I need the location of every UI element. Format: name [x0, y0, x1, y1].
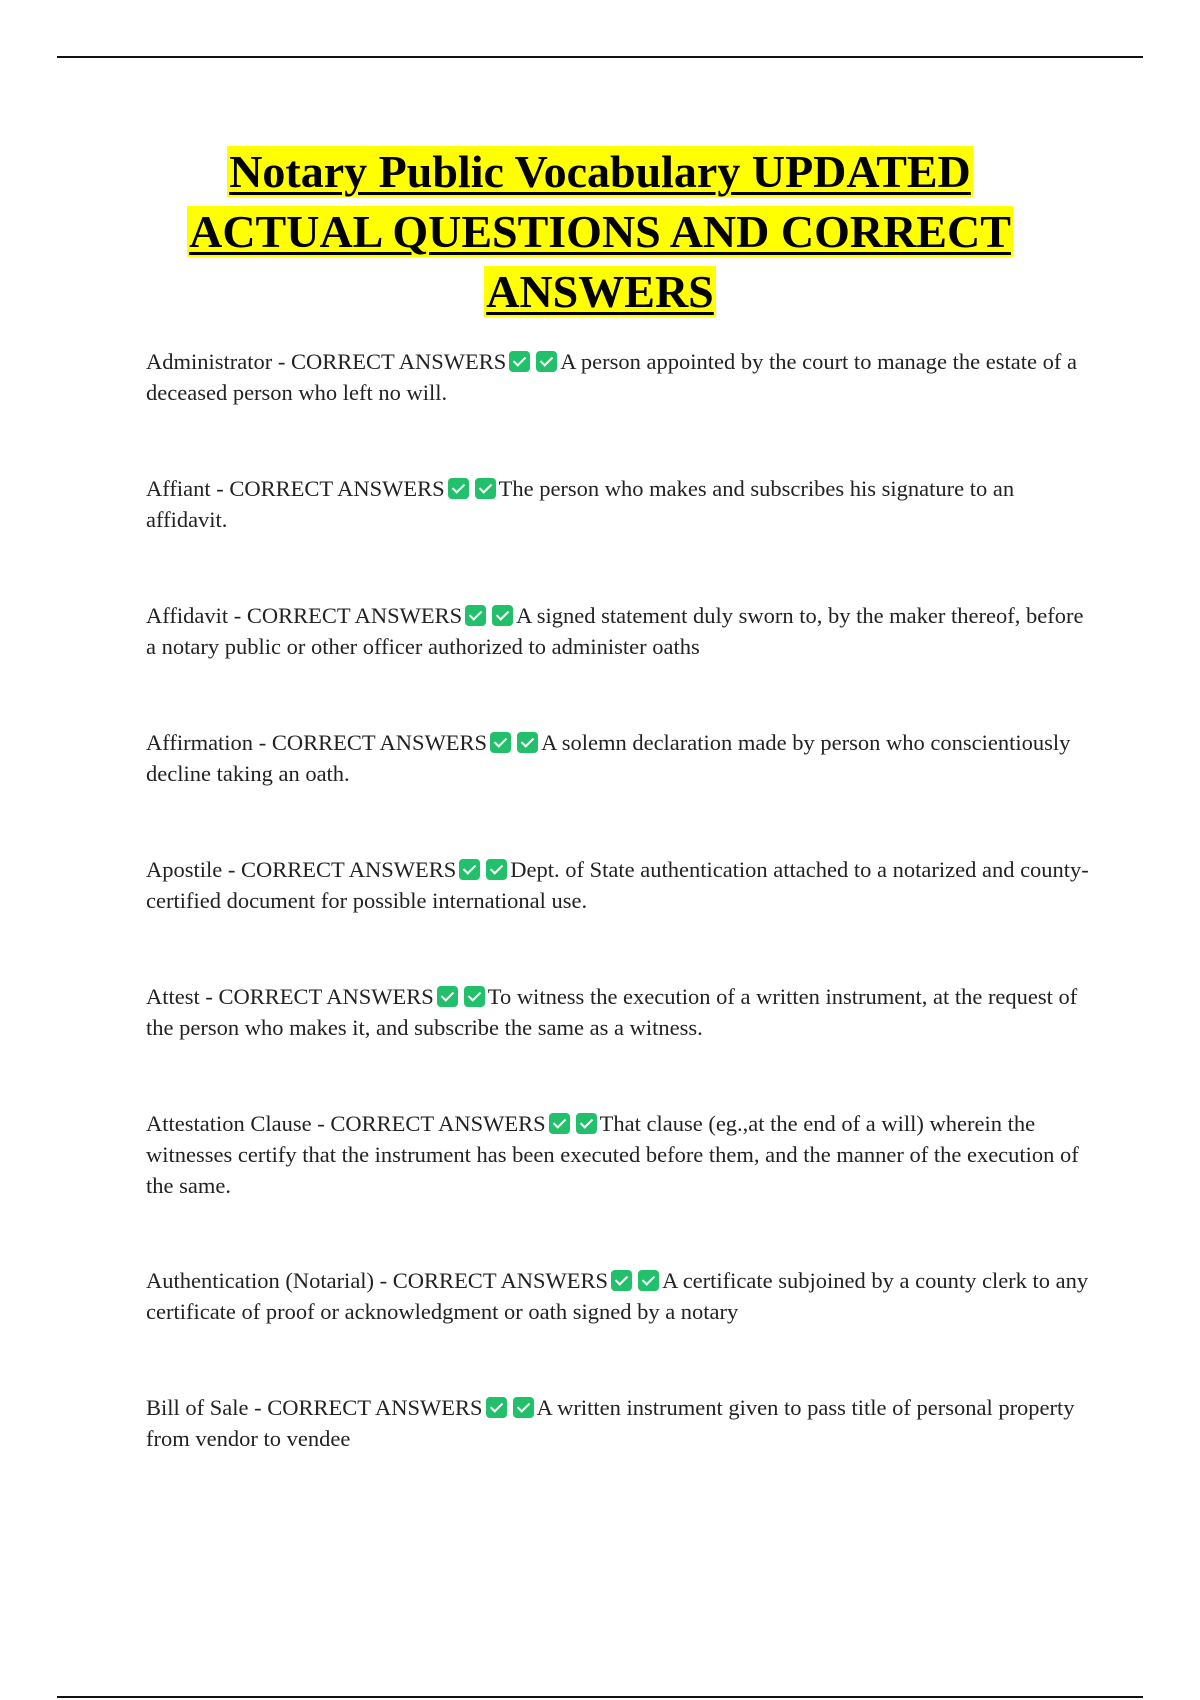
entry-term: Affiant	[146, 476, 211, 501]
check-mark-icon	[536, 351, 557, 372]
vocab-entry-administrator	[146, 346, 1096, 408]
entry-definition: The person who makes and subscribes his signature to an affidavit.	[146, 476, 1015, 532]
title-line-3-text: ANSWERS	[486, 266, 714, 317]
check-mark-icon	[486, 859, 507, 880]
entry-definition: Dept. of State authentication attached to a notarized and county-certified document for possible international use.	[146, 857, 1089, 913]
check-mark-icon	[490, 732, 511, 753]
entry-separator: -	[210, 476, 230, 501]
top-rule	[57, 56, 1143, 58]
title-line-1	[100, 142, 1100, 202]
check-mark-icon	[492, 605, 513, 626]
entry-answer-label: CORRECT ANSWERS	[267, 1395, 483, 1420]
check-mark-icon	[576, 1113, 597, 1134]
check-mark-icon	[475, 478, 496, 499]
entry-term: Affidavit	[146, 603, 229, 628]
vocab-entry-apostile	[146, 854, 1096, 916]
entry-definition: A certificate subjoined by a county clerk to any certificate of proof or acknowledgment or oath signed by a notary	[146, 1268, 1089, 1324]
entry-term: Administrator	[146, 349, 273, 374]
entry-separator: -	[248, 1395, 268, 1420]
title-line-1-text: Notary Public Vocabulary UPDATED	[229, 146, 971, 197]
check-mark-icon	[465, 605, 486, 626]
vocab-entry-authentication-notarial	[146, 1265, 1096, 1327]
entry-term: Authentication (Notarial)	[146, 1268, 375, 1293]
entry-separator: -	[311, 1111, 331, 1136]
check-mark-icon	[638, 1270, 659, 1291]
vocab-entry-affirmation	[146, 727, 1096, 789]
title-line-2	[100, 202, 1100, 262]
check-mark-icon	[517, 732, 538, 753]
entry-answer-label: CORRECT ANSWERS	[246, 603, 463, 628]
entry-definition: A written instrument given to pass title of personal property from vendor to vendee	[146, 1395, 1075, 1451]
check-mark-icon	[486, 1397, 507, 1418]
entry-answer-label: CORRECT ANSWERS	[241, 857, 457, 882]
entry-separator: -	[222, 857, 241, 882]
check-mark-icon	[464, 986, 485, 1007]
entry-definition: That clause (eg.,at the end of a will) wherein the witnesses certify that the instrument has been executed before them, and the manner of the execution of the same.	[146, 1111, 1079, 1198]
vocab-entry-bill-of-sale	[146, 1392, 1096, 1454]
entry-term: Affirmation	[146, 730, 254, 755]
title-line-3	[100, 262, 1100, 322]
entry-separator: -	[272, 349, 291, 374]
check-mark-icon	[437, 986, 458, 1007]
entry-definition: A signed statement duly sworn to, by the maker thereof, before a notary public or other officer authorized to administer oaths	[146, 603, 1084, 659]
check-mark-icon	[513, 1397, 534, 1418]
entry-definition: To witness the execution of a written instrument, at the request of the person who makes it, and subscribe the same as a witness.	[146, 984, 1078, 1040]
entry-separator: -	[228, 603, 247, 628]
entry-definition: A person appointed by the court to manage the estate of a deceased person who left no will.	[146, 349, 1077, 405]
entry-answer-label: CORRECT ANSWERS	[229, 476, 445, 501]
entry-separator: -	[374, 1268, 393, 1293]
check-mark-icon	[611, 1270, 632, 1291]
entry-separator: -	[199, 984, 219, 1009]
entry-term: Apostile	[146, 857, 223, 882]
check-mark-icon	[448, 478, 469, 499]
entry-answer-label: CORRECT ANSWERS	[218, 984, 434, 1009]
entry-answer-label: CORRECT ANSWERS	[271, 730, 488, 755]
vocab-entry-affidavit	[146, 600, 1096, 662]
vocab-entry-affiant	[146, 473, 1096, 535]
entry-answer-label: CORRECT ANSWERS	[290, 349, 507, 374]
entry-term: Attestation Clause	[146, 1111, 312, 1136]
bottom-rule	[57, 1696, 1143, 1698]
title-line-2-text: ACTUAL QUESTIONS AND CORRECT	[189, 206, 1011, 257]
entry-definition: A solemn declaration made by person who conscientiously decline taking an oath.	[146, 730, 1071, 786]
check-mark-icon	[509, 351, 530, 372]
entry-separator: -	[253, 730, 272, 755]
vocab-entry-attestation-clause	[146, 1108, 1096, 1201]
document-title	[100, 142, 1100, 322]
entry-term: Attest	[146, 984, 200, 1009]
vocab-entry-attest	[146, 981, 1096, 1043]
entry-answer-label: CORRECT ANSWERS	[392, 1268, 609, 1293]
check-mark-icon	[459, 859, 480, 880]
entry-answer-label: CORRECT ANSWERS	[330, 1111, 546, 1136]
entry-term: Bill of Sale	[146, 1395, 249, 1420]
check-mark-icon	[549, 1113, 570, 1134]
